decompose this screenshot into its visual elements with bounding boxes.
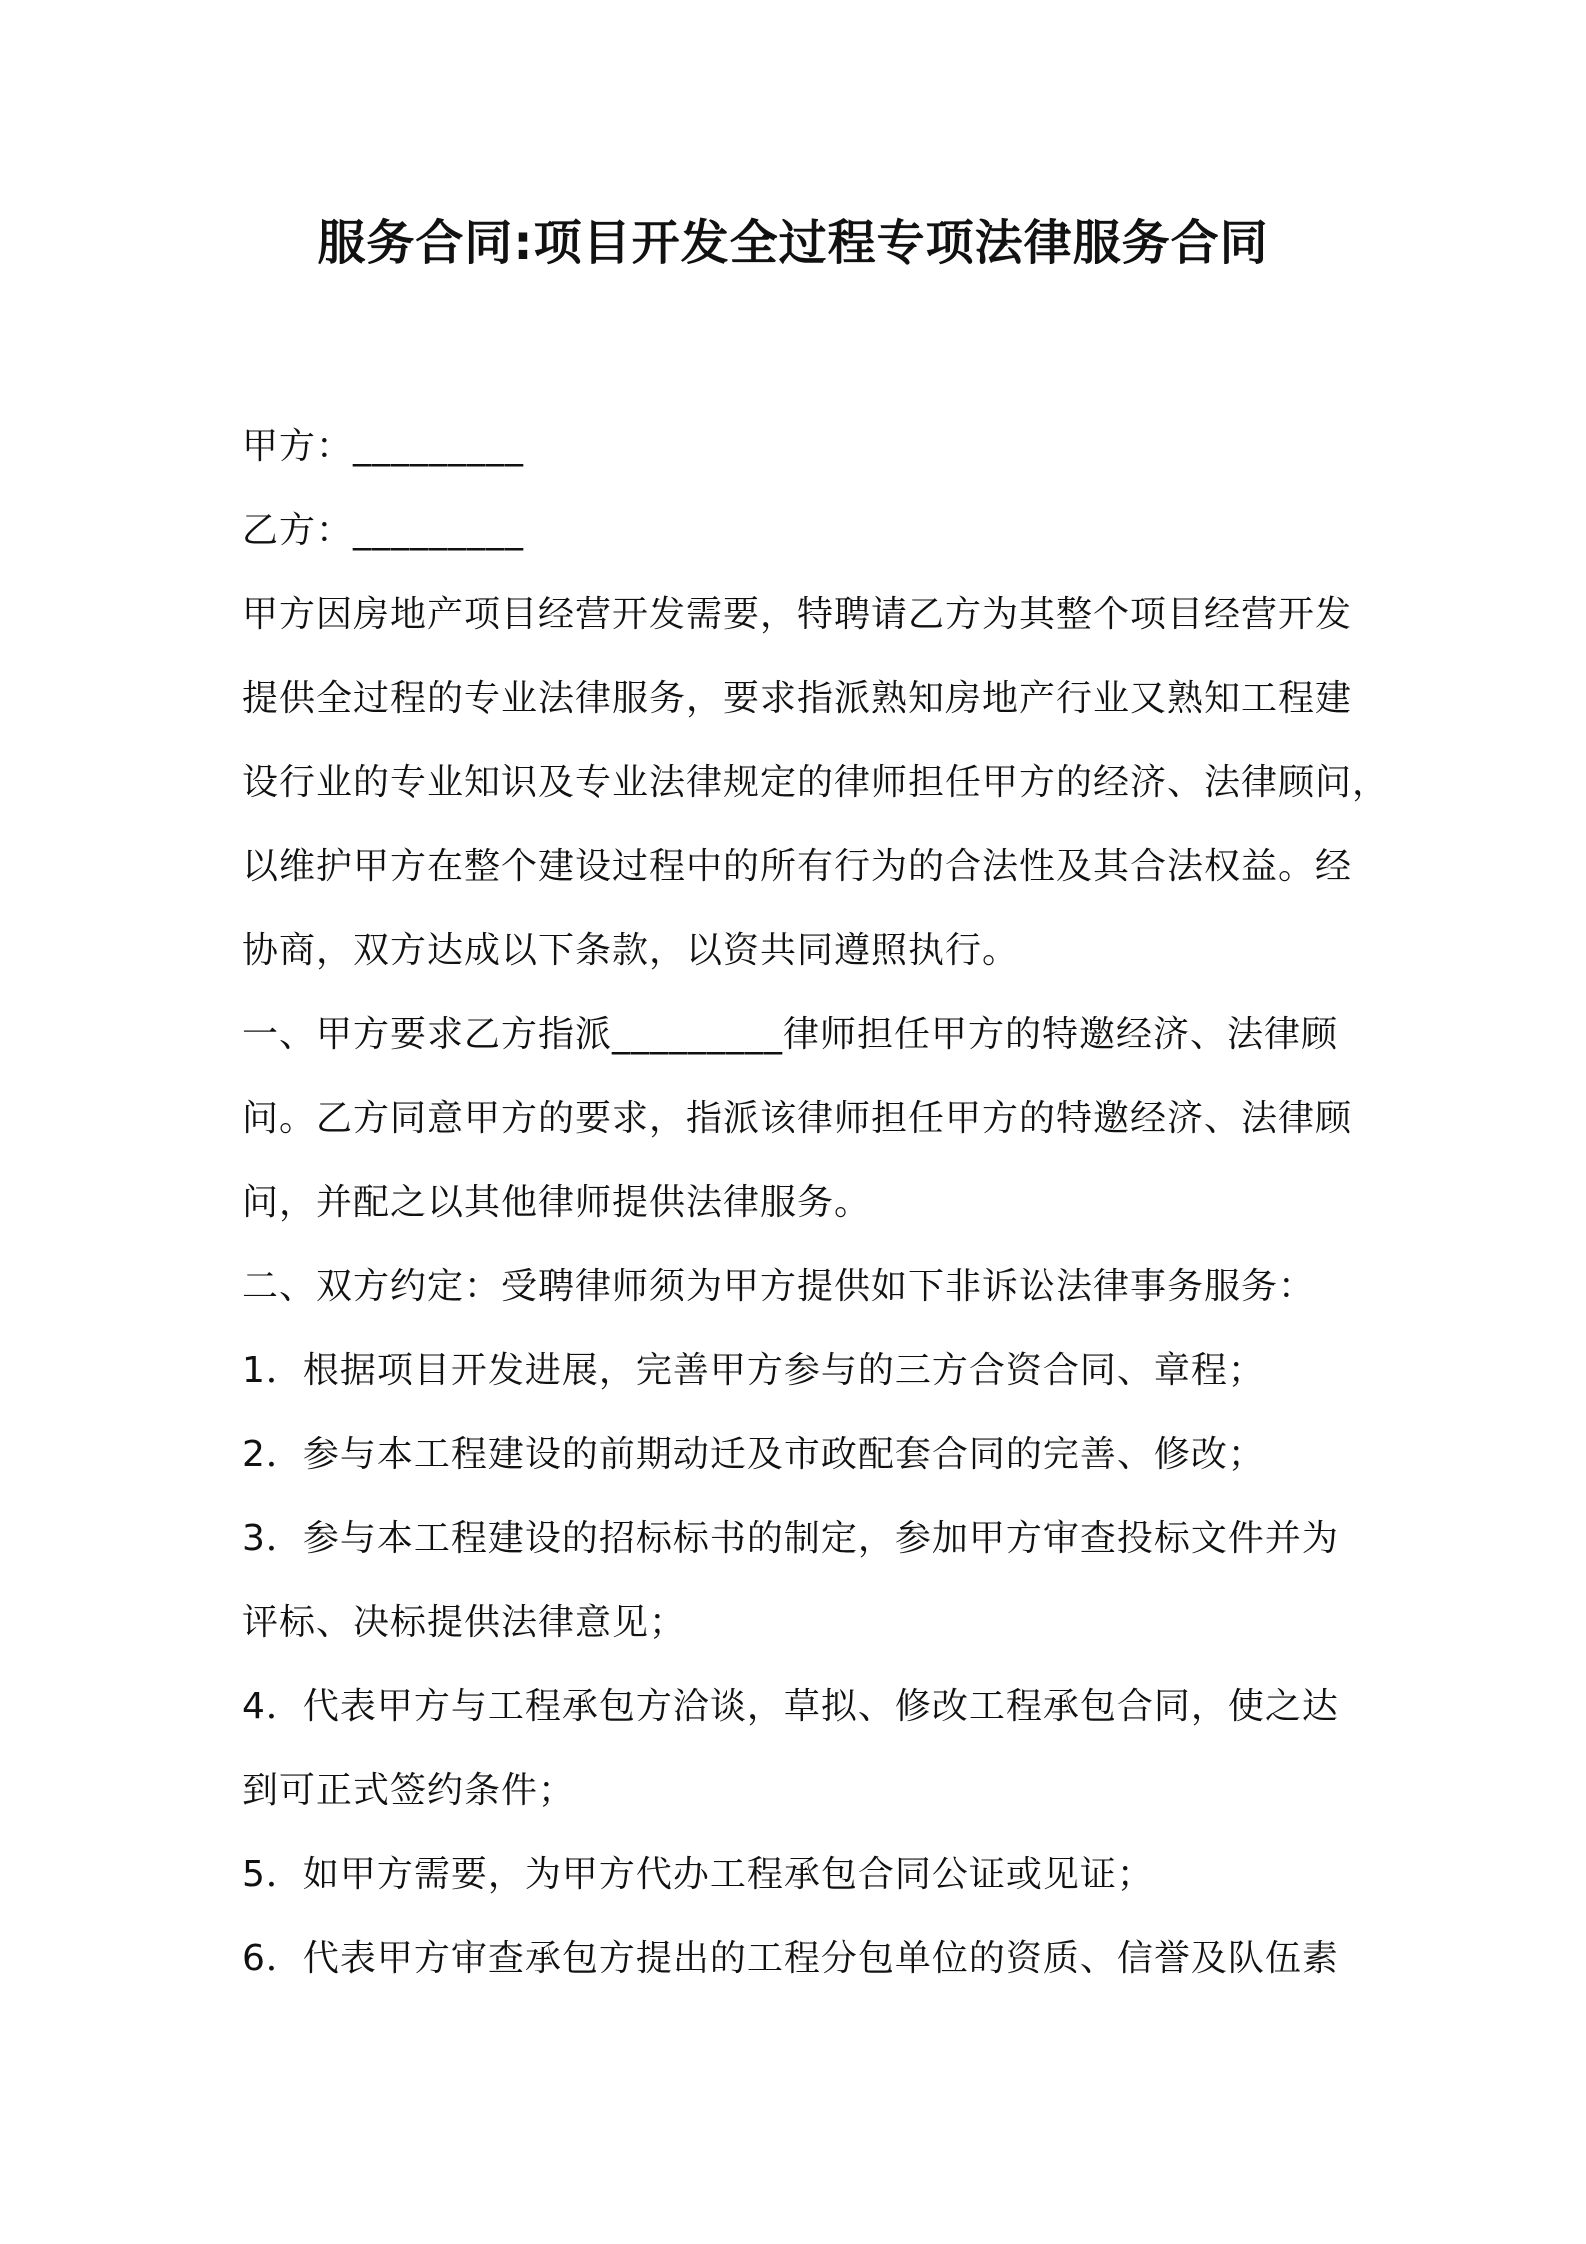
text-line: 6．代表甲方审查承包方提出的工程分包单位的资质、信誉及队伍素 xyxy=(242,1938,1339,1979)
text-line: 甲方：_________ xyxy=(242,426,525,467)
text-line: 以维护甲方在整个建设过程中的所有行为的合法性及其合法权益。经 xyxy=(242,846,1353,887)
text-line: 协商，双方达成以下条款，以资共同遵照执行。 xyxy=(242,930,1020,971)
text-line: 3．参与本工程建设的招标标书的制定，参加甲方审查投标文件并为 xyxy=(242,1518,1339,1559)
text-line: 一、甲方要求乙方指派_________律师担任甲方的特邀经济、法律顾 xyxy=(242,1014,1339,1055)
text-line: 评标、决标提供法律意见； xyxy=(242,1602,687,1643)
text-line: 二、双方约定：受聘律师须为甲方提供如下非诉讼法律事务服务： xyxy=(242,1266,1316,1307)
text-line: 提供全过程的专业法律服务，要求指派熟知房地产行业又熟知工程建 xyxy=(242,678,1353,719)
document-title: 服务合同:项目开发全过程专项法律服务合同 xyxy=(317,215,1269,271)
text-line: 设行业的专业知识及专业法律规定的律师担任甲方的经济、法律顾问， xyxy=(242,762,1390,803)
document-body xyxy=(242,405,1390,2001)
text-line: 问。乙方同意甲方的要求，指派该律师担任甲方的特邀经济、法律顾 xyxy=(242,1098,1353,1139)
text-line: 1．根据项目开发进展，完善甲方参与的三方合资合同、章程； xyxy=(242,1350,1265,1391)
text-line: 5．如甲方需要，为甲方代办工程承包合同公证或见证； xyxy=(242,1854,1154,1895)
text-line: 乙方：_________ xyxy=(242,510,525,551)
text-line: 4．代表甲方与工程承包方洽谈，草拟、修改工程承包合同，使之达 xyxy=(242,1686,1339,1727)
text-line: 到可正式签约条件； xyxy=(242,1770,576,1811)
text-line: 2．参与本工程建设的前期动迁及市政配套合同的完善、修改； xyxy=(242,1434,1265,1475)
text-line: 甲方因房地产项目经营开发需要，特聘请乙方为其整个项目经营开发 xyxy=(242,594,1353,635)
text-line: 问，并配之以其他律师提供法律服务。 xyxy=(242,1182,872,1223)
